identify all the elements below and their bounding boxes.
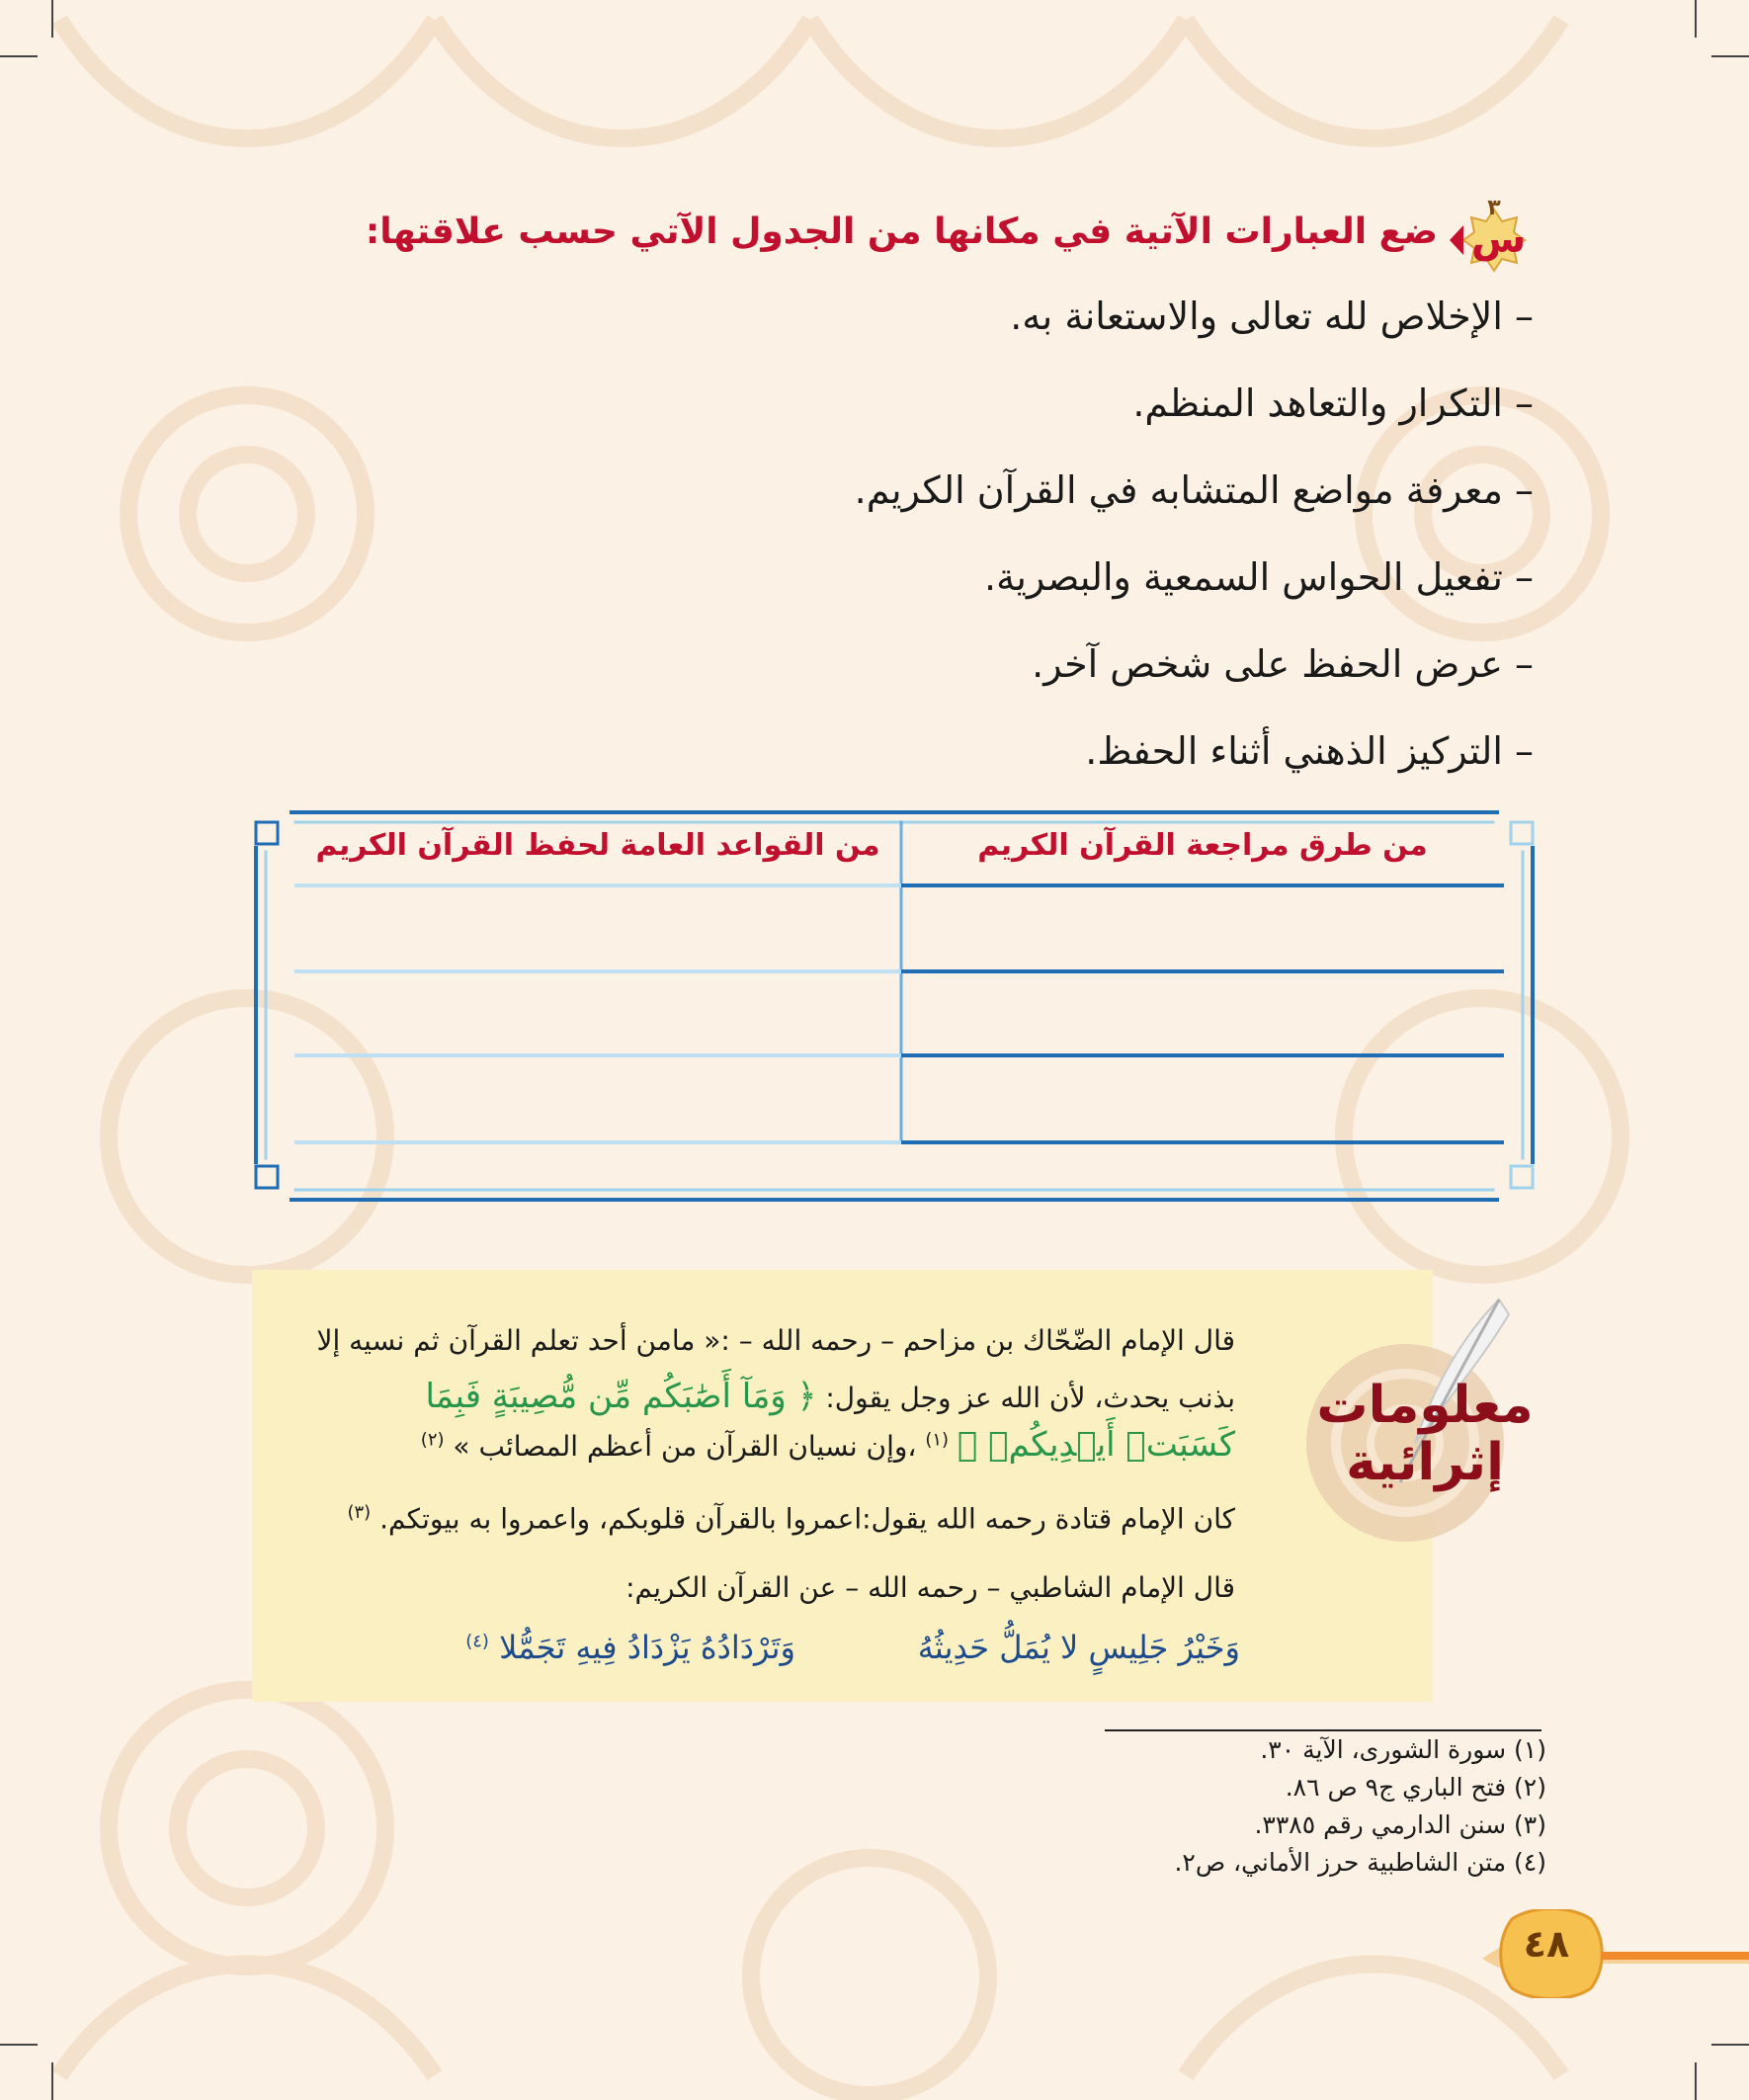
question-header	[242, 196, 1527, 273]
table-cell[interactable]	[903, 974, 1496, 1053]
list-item: – التكرار والتعاهد المنظم.	[1132, 381, 1534, 425]
footnote-ref[interactable]: (٢)	[420, 1429, 445, 1451]
quran-verse: كَسَبَتۡ أَيۡدِيكُمۡ ﴾	[957, 1425, 1235, 1465]
table-cell[interactable]	[298, 889, 891, 968]
footnote-ref[interactable]: (١)	[925, 1429, 950, 1451]
enrichment-line	[316, 1502, 1235, 1535]
crop-mark	[0, 55, 38, 57]
footnote: (٣) سنن الدارمي رقم ٣٣٨٥.	[1254, 1810, 1546, 1839]
footnote-ref[interactable]: (٣)	[347, 1502, 372, 1523]
footnote-divider	[1105, 1729, 1541, 1731]
list-item: – عرض الحفظ على شخص آخر.	[1032, 642, 1534, 686]
crop-mark	[51, 2062, 53, 2100]
table-cell[interactable]	[903, 1059, 1496, 1138]
question-letter: س	[1471, 216, 1527, 262]
table-cell[interactable]	[298, 1059, 891, 1138]
question-number: ٣	[1487, 196, 1501, 220]
footnote: (١) سورة الشورى، الآية ٣٠.	[1260, 1735, 1546, 1764]
enrichment-title: معلومات	[1316, 1376, 1534, 1435]
crop-mark	[1695, 2062, 1697, 2100]
statement-list	[545, 287, 1534, 808]
table-cell[interactable]	[903, 889, 1496, 968]
table-header-review-methods: من طرق مراجعة القرآن الكريم	[977, 828, 1428, 863]
list-item: – معرفة مواضع المتشابه في القرآن الكريم.	[854, 468, 1534, 512]
quote-text: قال الإمام الضّحّاك بن مزاحم – رحمه الله – :« مامن أحد تعلم القرآن ثم نسيه إلا	[316, 1324, 1235, 1357]
quote-text: بذنب يحدث، لأن الله عز وجل يقول:	[825, 1382, 1235, 1414]
quote-text: قال الإمام الشاطبي – رحمه الله – عن القرآن الكريم:	[625, 1571, 1235, 1604]
footnote: (٤) متن الشاطبية حرز الأماني، ص٢.	[1174, 1848, 1546, 1877]
enrichment-title: إثرائية	[1346, 1433, 1504, 1492]
list-item: – التركيز الذهني أثناء الحفظ.	[1085, 729, 1534, 773]
list-item: – تفعيل الحواس السمعية والبصرية.	[983, 555, 1534, 599]
poem-text: وَتَرْدَادُهُ يَزْدَادُ فِيهِ تَجَمُّلا	[499, 1629, 795, 1666]
poem-hemistich-2	[465, 1629, 795, 1666]
crop-mark	[51, 0, 53, 38]
footnote: (٢) فتح الباري ج٩ ص ٨٦.	[1285, 1773, 1546, 1802]
arrow-icon	[1450, 225, 1463, 255]
quote-text: ،وإن نسيان القرآن من أعظم المصائب »	[453, 1430, 917, 1463]
enrichment-line	[316, 1324, 1235, 1357]
page-number: ٤٨	[1523, 1922, 1570, 1966]
crop-mark	[1695, 0, 1697, 38]
table-header-general-rules: من القواعد العامة لحفظ القرآن الكريم	[315, 828, 880, 863]
list-item: – الإخلاص لله تعالى والاستعانة به.	[1010, 294, 1534, 338]
question-text: ضع العبارات الآتية في مكانها من الجدول الآتي حسب علاقتها:	[365, 211, 1438, 252]
footnote-ref[interactable]: (٤)	[465, 1631, 489, 1652]
crop-mark	[0, 2044, 38, 2046]
enrichment-line	[316, 1376, 1235, 1416]
enrichment-line	[316, 1425, 1235, 1465]
quran-verse: ﴿ وَمَآ أَصَٰبَكُم مِّن مُّصِيبَةٍ فَبِمَا	[425, 1377, 817, 1416]
table-cell[interactable]	[298, 974, 891, 1053]
poem-hemistich-1: وَخَيْرُ جَلِيسٍ لا يُمَلُّ حَدِيثُهُ	[917, 1629, 1240, 1666]
crop-mark	[1711, 2044, 1749, 2046]
quote-text: كان الإمام قتادة رحمه الله يقول:اعمروا بالقرآن قلوبكم، واعمروا به بيوتكم.	[379, 1502, 1235, 1536]
enrichment-line	[316, 1571, 1235, 1604]
crop-mark	[1711, 55, 1749, 57]
